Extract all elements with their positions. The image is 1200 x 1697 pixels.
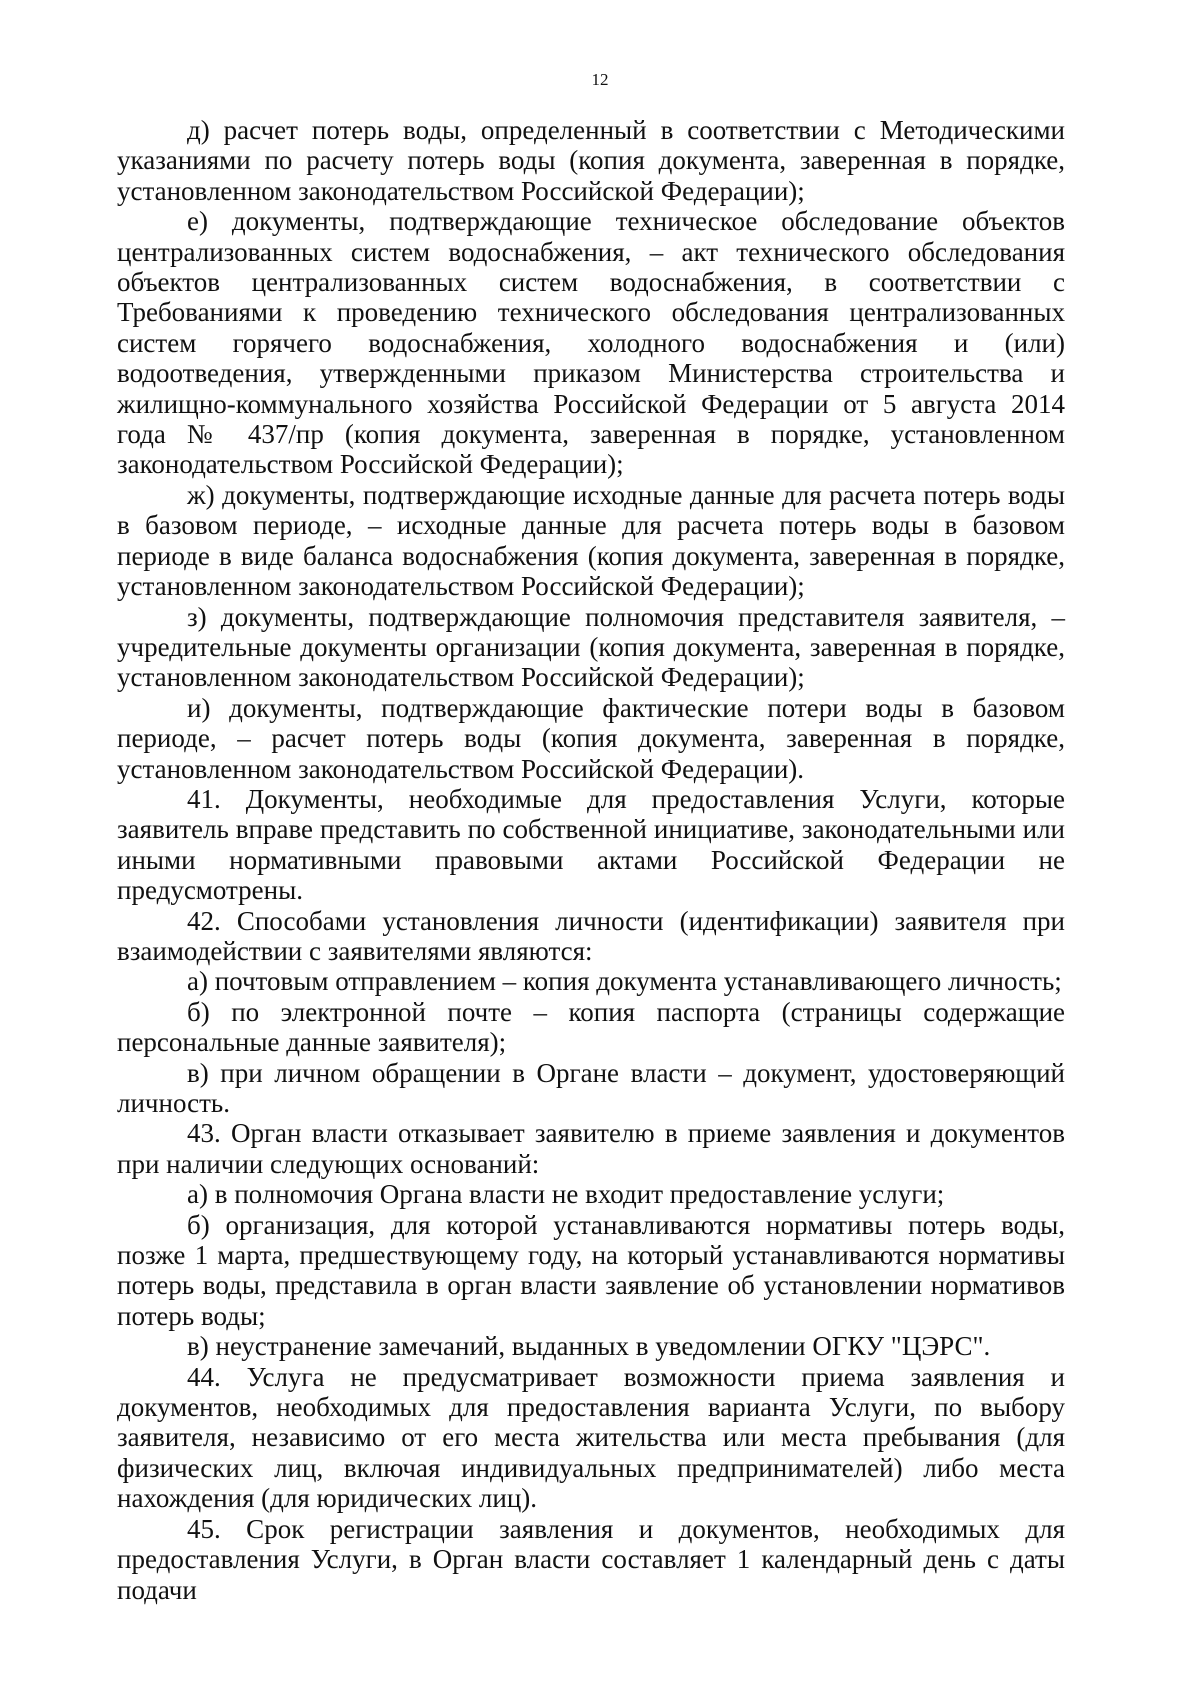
paragraph-41: 41. Документы, необходимые для предоставления Услуги, которые заявитель вправе представить по собственной инициативе, законодательными или иными нормативными правовыми актами Российской Федерации не предусмотрены. — [117, 783, 1065, 906]
page-number: 12 — [591, 70, 609, 89]
paragraph-zh-source-data: ж) документы, подтверждающие исходные данные для расчета потерь воды в базовом периоде, – исходные данные для расчета потерь воды в базовом периоде в виде баланса водоснабжения (копия документа, заверенная в порядке, установленном законодательством Российской Федерации); — [117, 479, 1065, 602]
paragraph-43-a: а) в полномочия Органа власти не входит предоставление услуги; — [187, 1179, 945, 1210]
paragraph-42-v: в) при личном обращении в Органе власти – документ, удостоверяющий личность. — [117, 1057, 1065, 1118]
paragraph-d-water-loss-calculation: д) расчет потерь воды, определенный в соответствии с Методическими указаниями по расчету потерь воды (копия документа, заверенная в порядке, установленном законодательством Российской Федерации); — [117, 115, 1065, 206]
paragraph-43-b: б) организация, для которой устанавливаются нормативы потерь воды, позже 1 марта, предшествующему году, на который устанавливаются нормативы потерь воды, представила в орган власти заявление об установлении нормативов потерь воды; — [117, 1209, 1065, 1331]
paragraph-e-technical-inspection: е) документы, подтверждающие техническое обследование объектов централизованных систем водоснабжения, – акт технического обследования объектов централизованных систем водоснабжения, в соответствии с Требованиями к проведению технического обследования централизованных систем горячего водоснабжения, холодного водоснабжения и (или) водоотведения, утвержденными приказом Министерства строительства и жилищно-коммунального хозяйства Российской Федерации от 5 августа 2014 года № 437/пр (копия документа, заверенная в порядке, установленном законодательством Российской Федерации); — [117, 206, 1065, 480]
paragraph-42-a: а) почтовым отправлением – копия документа устанавливающего личность; — [187, 966, 1062, 997]
document-body — [117, 115, 1065, 1605]
paragraph-42-b: б) по электронной почте – копия паспорта (страницы содержащие персональные данные заявителя); — [117, 996, 1065, 1058]
paragraph-45: 45. Срок регистрации заявления и документов, необходимых для предоставления Услуги, в Орган власти составляет 1 календарный день с даты подачи — [117, 1513, 1065, 1605]
paragraph-i-actual-losses: и) документы, подтверждающие фактические потери воды в базовом периоде, – расчет потерь воды (копия документа, заверенная в порядке, установленном законодательством Российской Федерации). — [117, 692, 1065, 784]
paragraph-43: 43. Орган власти отказывает заявителю в приеме заявления и документов при наличии следующих оснований: — [117, 1118, 1065, 1179]
paragraph-42: 42. Способами установления личности (идентификации) заявителя при взаимодействии с заявителями являются: — [117, 905, 1065, 966]
paragraph-43-v: в) неустранение замечаний, выданных в уведомлении ОГКУ "ЦЭРС". — [187, 1331, 991, 1362]
paragraph-44: 44. Услуга не предусматривает возможности приема заявления и документов, необходимых для предоставления варианта Услуги, по выбору заявителя, независимо от его места жительства или места пребывания (для физических лиц, включая индивидуальных предпринимателей) либо места нахождения (для юридических лиц). — [117, 1361, 1065, 1514]
paragraph-z-representative-authority: з) документы, подтверждающие полномочия представителя заявителя, – учредительные документы организации (копия документа, заверенная в порядке, установленном законодательством Российской Федерации); — [117, 601, 1065, 693]
